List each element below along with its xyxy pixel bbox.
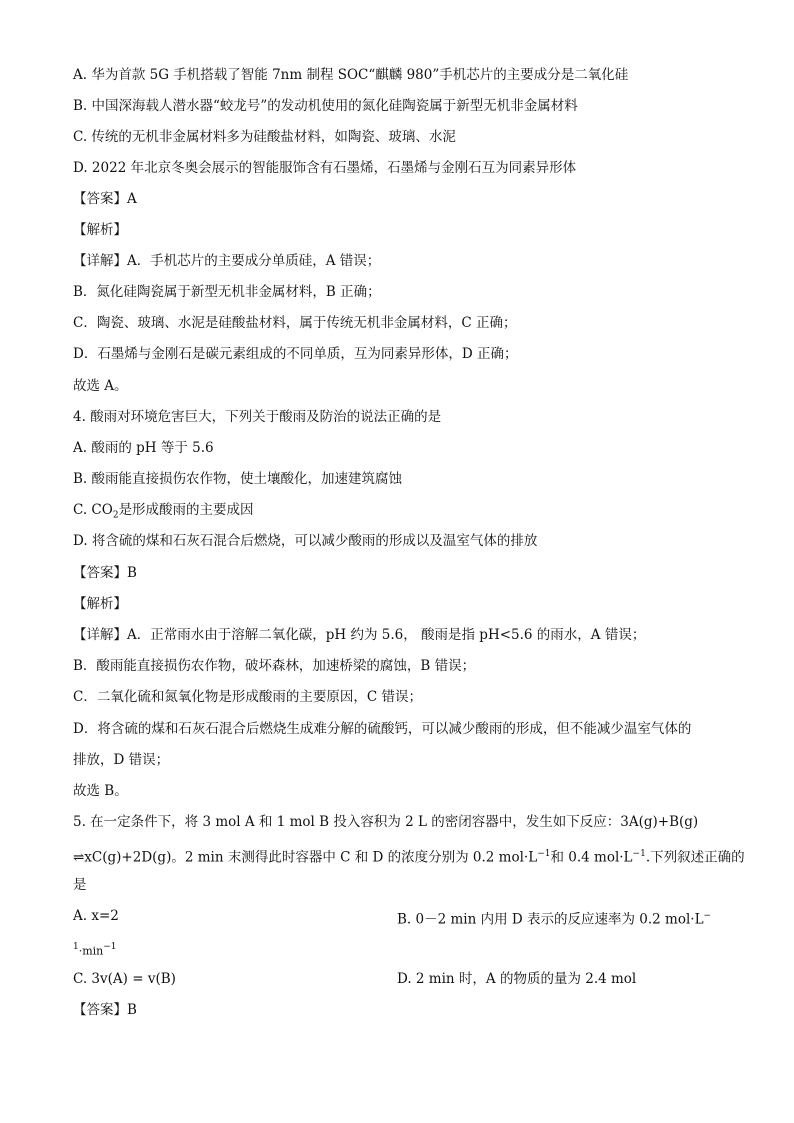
q5-option-b-continued — [73, 938, 117, 961]
q4-option-c — [73, 501, 254, 525]
q4-stem: 4. 酸雨对环境危害巨大，下列关于酸雨及防治的说法正确的是 — [73, 409, 442, 425]
q3-analysis-label: 【解析】 — [73, 222, 127, 238]
q4-option-b: B. 酸雨能直接损伤农作物，使土壤酸化，加速建筑腐蚀 — [73, 471, 403, 487]
q4-option-d: D. 将含硫的煤和石灰石混合后燃烧，可以减少酸雨的形成以及温室气体的排放 — [73, 533, 538, 549]
q4-detail-line: D．将含硫的煤和石灰石混合后燃烧生成难分解的硫酸钙，可以减少酸雨的形成，但不能减少温室气体的 — [73, 721, 692, 737]
q3-conclusion: 故选 A。 — [73, 378, 128, 394]
q5-option-b-superscript: 1 — [73, 942, 79, 952]
q5-answer: 【答案】B — [73, 1002, 137, 1018]
q4-answer: 【答案】B — [73, 565, 137, 581]
q5-option-d: D. 2 min 时，A 的物质的量为 2.4 mol — [397, 971, 637, 987]
q3-option-a: A. 华为首款 5G 手机搭载了智能 7nm 制程 SOC“麒麟 980”手机芯片的主要成分是二氧化硅 — [73, 67, 629, 83]
q5-option-c: C. 3v(A) = v(B) — [73, 971, 176, 987]
q4-option-c-subscript: 2 — [112, 510, 119, 521]
q4-detail-line: 排放，D 错误； — [73, 752, 170, 768]
q3-detail-line: B．氮化硅陶瓷属于新型无机非金属材料，B 正确； — [73, 284, 381, 300]
q5-option-b-superscript: −1 — [103, 942, 117, 952]
q4-option-c-prefix: C. CO — [73, 502, 113, 518]
q5-stem-line2 — [73, 845, 745, 867]
q5-option-b-superscript: − — [703, 911, 712, 921]
q4-analysis-label: 【解析】 — [73, 596, 127, 612]
q5-stem-text: 和 0.4 mol·L — [550, 849, 633, 866]
q5-stem-line1: 5. 在一定条件下，将 3 mol A 和 1 mol B 投入容积为 2 L 的密闭容器中，发生如下反应：3A(g)+B(g) — [73, 814, 699, 830]
q3-option-c: C. 传统的无机非金属材料多为硅酸盐材料，如陶瓷、玻璃、水泥 — [73, 129, 456, 145]
q3-detail-line: D．石墨烯与金刚石是碳元素组成的不同单质，互为同素异形体，D 正确； — [73, 346, 518, 362]
q5-option-b-unit: ·min — [78, 944, 104, 958]
q4-conclusion: 故选 B。 — [73, 783, 128, 799]
q3-option-b: B. 中国深海载人潜水器“蛟龙号”的发动机使用的氮化硅陶瓷属于新型无机非金属材料 — [73, 98, 578, 114]
q5-stem-superscript: −1 — [632, 849, 646, 859]
q3-detail-line: C．陶瓷、玻璃、水泥是硅酸盐材料，属于传统无机非金属材料，C 正确； — [73, 315, 517, 331]
q5-option-b — [397, 907, 711, 929]
q4-detail-line: 【详解】A．正常雨水由于溶解二氧化碳，pH 约为 5.6， 酸雨是指 pH<5.6 的雨水，A 错误； — [73, 627, 646, 643]
q5-option-a: A. x=2 — [73, 908, 119, 924]
q5-option-b-text: B. 0－2 min 内用 D 表示的反应速率为 0.2 mol·L — [397, 911, 704, 928]
q4-option-a: A. 酸雨的 pH 等于 5.6 — [73, 440, 214, 456]
q5-stem-superscript: −1 — [537, 849, 551, 859]
q4-detail-line: B．酸雨能直接损伤农作物，破坏森林，加速桥梁的腐蚀，B 错误； — [73, 658, 476, 674]
q4-option-c-text: 是形成酸雨的主要成因 — [118, 502, 254, 518]
q3-option-d: D. 2022 年北京冬奥会展示的智能服饰含有石墨烯，石墨烯与金刚石互为同素异形体 — [73, 160, 577, 176]
q5-stem-text: ⇌xC(g)+2D(g)。2 min 末测得此时容器中 C 和 D 的浓度分别为 0.2 mol·L — [73, 849, 538, 866]
q5-stem-line3: 是 — [73, 877, 87, 893]
q3-answer: 【答案】A — [73, 191, 137, 207]
q4-detail-line: C．二氧化硫和氮氧化物是形成酸雨的主要原因，C 错误； — [73, 689, 422, 705]
q3-detail-line: 【详解】A．手机芯片的主要成分单质硅，A 错误； — [73, 253, 381, 269]
q5-stem-text: .下列叙述正确的 — [645, 849, 745, 866]
